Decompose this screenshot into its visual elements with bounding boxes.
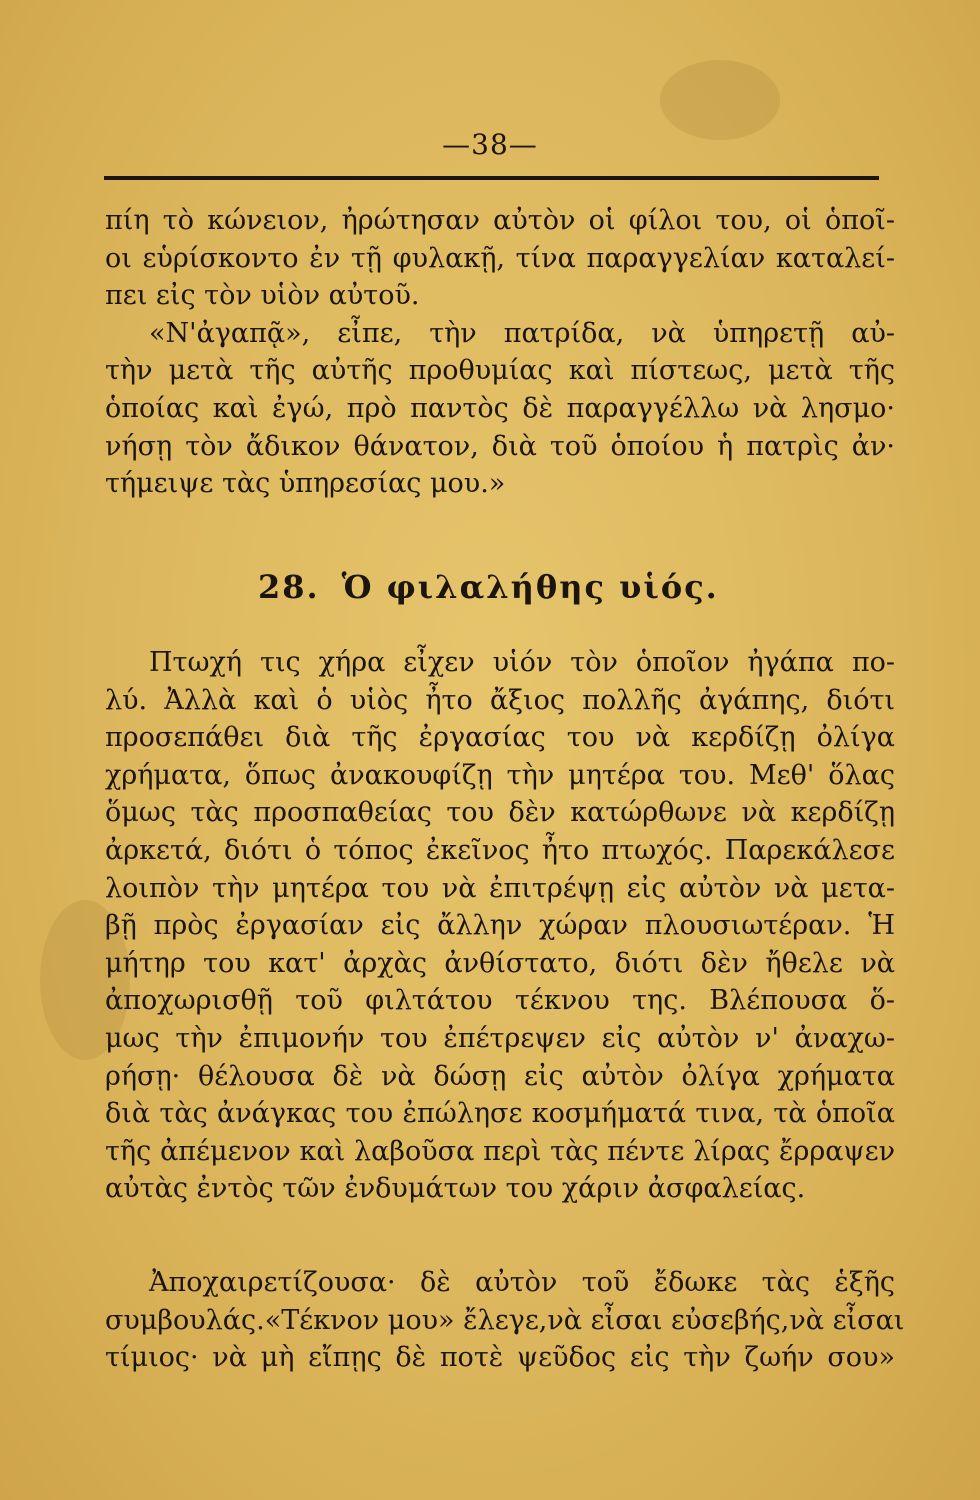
text-line: τῆς ἀπέμενον καὶ λαβοῦσα περὶ τὰς πέντε λίρας ἔρραψεν	[105, 1135, 895, 1167]
text-line: βῇ πρὸς ἐργασίαν εἰς ἄλλην χώραν πλουσιωτέραν. Ἡ	[105, 910, 895, 942]
chapter-number: 28.	[258, 568, 320, 606]
chapter-heading	[258, 568, 719, 606]
text-line: διὰ τὰς ἀνάγκας του ἐπώλησε κοσμήματά τινα, τὰ ὁποῖα	[105, 1098, 895, 1130]
text-line: νήσῃ τὸν ἄδικον θάνατον, διὰ τοῦ ὁποίου ἡ πατρὶς ἀν·	[105, 430, 895, 462]
text-line: λύ. Ἀλλὰ καὶ ὁ υἱὸς ἦτο ἄξιος πολλῆς ἀγάπης, διότι	[105, 684, 895, 716]
header-rule	[104, 176, 879, 180]
text-line: τήμειψε τὰς ὑπηρεσίας μου.»	[105, 468, 506, 500]
text-line: «Ν'ἀγαπᾷ», εἶπε, τὴν πατρίδα, νὰ ὑπηρετῇ αὐ-	[149, 317, 895, 349]
chapter-title: Ὁ φιλαλήθης υἱός.	[341, 568, 719, 606]
text-line: ἀποχωρισθῇ τοῦ φιλτάτου τέκνου της. Βλέπουσα ὅ-	[105, 985, 895, 1017]
text-line: τίμιος· νὰ μὴ εἴπῃς δὲ ποτὲ ψεῦδος εἰς τὴν ζωήν σου»	[105, 1342, 895, 1374]
text-line: ρήσῃ· θέλουσα δὲ νὰ δώσῃ εἰς αὐτὸν ὀλίγα χρήματα	[105, 1060, 895, 1092]
text-line: οι εὑρίσκοντο ἐν τῇ φυλακῇ, τίνα παραγγελίαν καταλεί-	[105, 242, 895, 274]
text-line: τὴν μετὰ τῆς αὐτῆς προθυμίας καὶ πίστεως, μετὰ τῆς	[105, 355, 895, 387]
text-line: Πτωχή τις χήρα εἶχεν υἱόν τὸν ὁποῖον ἠγάπα πο-	[149, 647, 895, 678]
text-line: ὅμως τὰς προσπαθείας του δὲν κατώρθωνε νὰ κερδίζῃ	[105, 797, 895, 829]
text-line: πει εἰς τὸν υἱὸν αὐτοῦ.	[105, 280, 420, 312]
text-line: προσεπάθει διὰ τῆς ἐργασίας του νὰ κερδίζῃ ὀλίγα	[105, 722, 895, 754]
text-line: χρήματα, ὅπως ἀνακουφίζῃ τὴν μητέρα του. Μεθ' ὅλας	[105, 759, 895, 791]
text-line: μήτηρ του κατ' ἀρχὰς ἀνθίστατο, διότι δὲν ἤθελε νὰ	[105, 947, 895, 979]
text-line: πίη τὸ κώνειον, ἠρώτησαν αὐτὸν οἱ φίλοι του, οἱ ὁποῖ-	[105, 205, 895, 236]
text-line: μως τὴν ἐπιμονήν του ἐπέτρεψεν εἰς αὐτὸν ν' ἀναχω-	[105, 1022, 895, 1054]
opening-text	[105, 202, 895, 503]
text-line: συμβουλάς.«Τέκνον μου» ἔλεγε,νὰ εἶσαι εὐσεβής,νὰ εἶσαι	[105, 1304, 905, 1336]
story-paragraph	[105, 1264, 905, 1377]
text-line: ὁποίας καὶ ἐγώ, πρὸ παντὸς δὲ παραγγέλλω νὰ λησμο·	[105, 392, 895, 424]
text-line: ἀρκετά, διότι ὁ τόπος ἐκεῖνος ἦτο πτωχός. Παρεκάλεσε	[105, 834, 895, 866]
text-line: Ἀποχαιρετίζουσα· δὲ αὐτὸν τοῦ ἔδωκε τὰς ἑξῆς	[149, 1267, 895, 1298]
story-paragraph	[105, 644, 895, 1208]
page-number: —38—	[442, 128, 538, 161]
text-line: λοιπὸν τὴν μητέρα του νὰ ἐπιτρέψῃ εἰς αὐτὸν νὰ μετα-	[105, 872, 895, 904]
text-line: αὐτὰς ἐντὸς τῶν ἐνδυμάτων του χάριν ἀσφαλείας.	[105, 1173, 806, 1205]
